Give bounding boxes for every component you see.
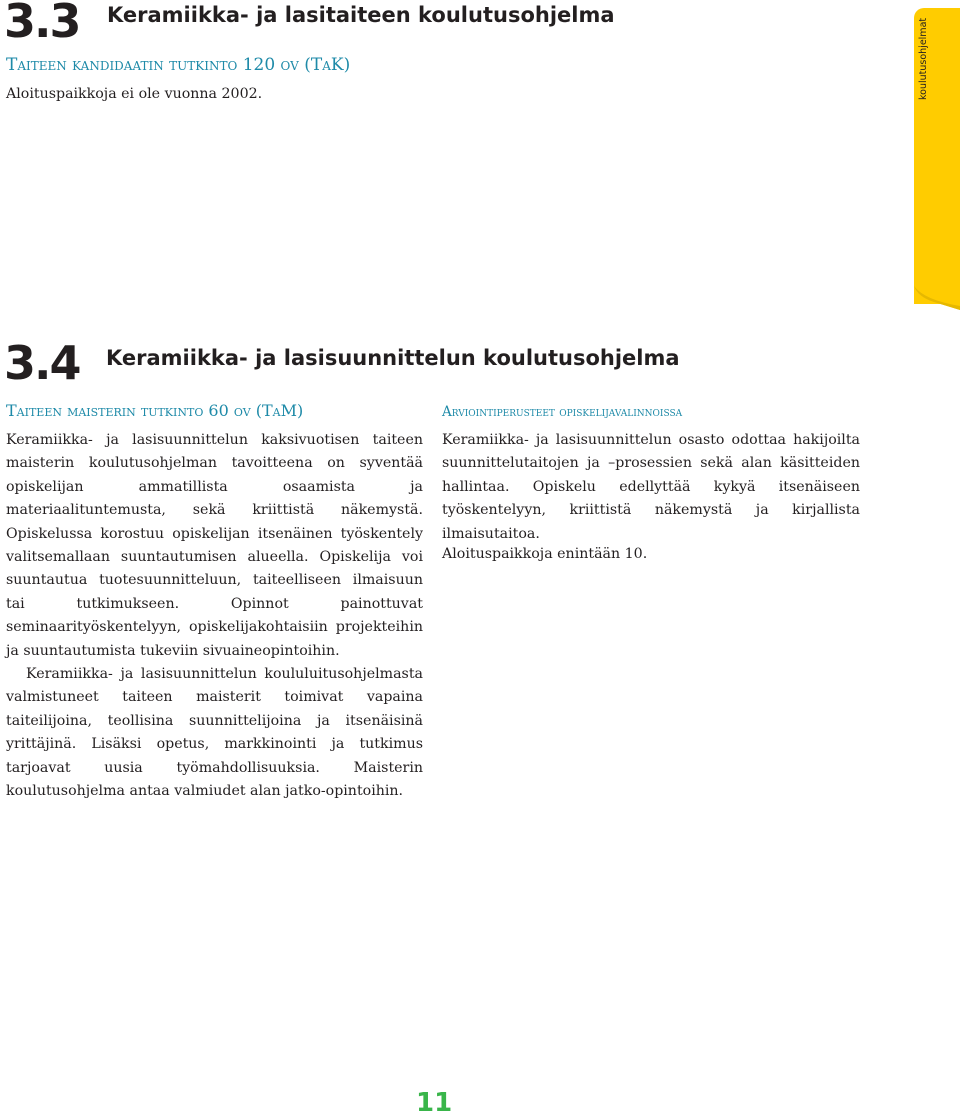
section-number-3-3: 3.3	[4, 0, 80, 48]
section-number-3-4: 3.4	[4, 336, 80, 390]
right-column-text	[442, 429, 860, 546]
subheading-criteria: Arviointiperusteet opiskelijavalinnoissa	[442, 404, 683, 420]
page-number: 11	[416, 1088, 453, 1118]
side-tab-fold-icon	[914, 286, 960, 310]
section-title-3-4: Keramiikka- ja lasisuunnittelun koulutusohjelma	[106, 346, 680, 370]
paragraph-2: Keramiikka- ja lasisuunnittelun koululuitusohjelmasta valmistuneet taiteen maisterit toimivat vapaina taiteilijoina, teollisina suunnittelijoina ja itsenäisinä yrittäjinä. Lisäksi opetus, markkinointi ja tutkimus tarjoavat uusia työmahdollisuuksia. Maisterin koulutusohjelma antaa valmiudet alan jatko-opintoihin.	[6, 666, 423, 800]
intake-note-3-4: Aloituspaikkoja enintään 10.	[442, 546, 648, 562]
criteria-paragraph: Keramiikka- ja lasisuunnittelun osasto odottaa hakijoilta suunnittelutaitojen ja –prosessien sekä alan käsitteiden hallintaa. Opiskelu edellyttää kykyä itsenäiseen työskentelyyn, kriittistä näkemystä ja kirjallista ilmaisutaitoa.	[442, 432, 860, 542]
paragraph-1: Keramiikka- ja lasisuunnittelun kaksivuotisen taiteen maisterin koulutusohjelman tavoitteena on syventää opiskelijan ammatillista osaamista ja materiaalituntemusta, sekä kriittistä näkemystä. Opiskelussa korostuu opiskelijan itsenäinen työskentely valitsemallaan suuntautumisen alueella. Opiskelija voi suuntautua tuotesuunnitteluun, taiteelliseen ilmaisuun tai tutkimukseen. Opinnot painottuvat seminaarityöskentelyyn, opiskelijakohtaisiin projekteihin ja suuntautumista tukeviin sivuaineopintoihin.	[6, 432, 423, 659]
intake-note-3-3: Aloituspaikkoja ei ole vuonna 2002.	[6, 86, 263, 102]
subheading-tak: Taiteen kandidaatin tutkinto 120 ov (TaK)	[6, 55, 351, 75]
left-column-text	[6, 429, 423, 804]
subheading-tam: Taiteen maisterin tutkinto 60 ov (TaM)	[6, 401, 304, 420]
section-title-3-3: Keramiikka- ja lasitaiteen koulutusohjelma	[107, 3, 615, 27]
side-tab-label: koulutusohjelmat	[918, 17, 929, 100]
